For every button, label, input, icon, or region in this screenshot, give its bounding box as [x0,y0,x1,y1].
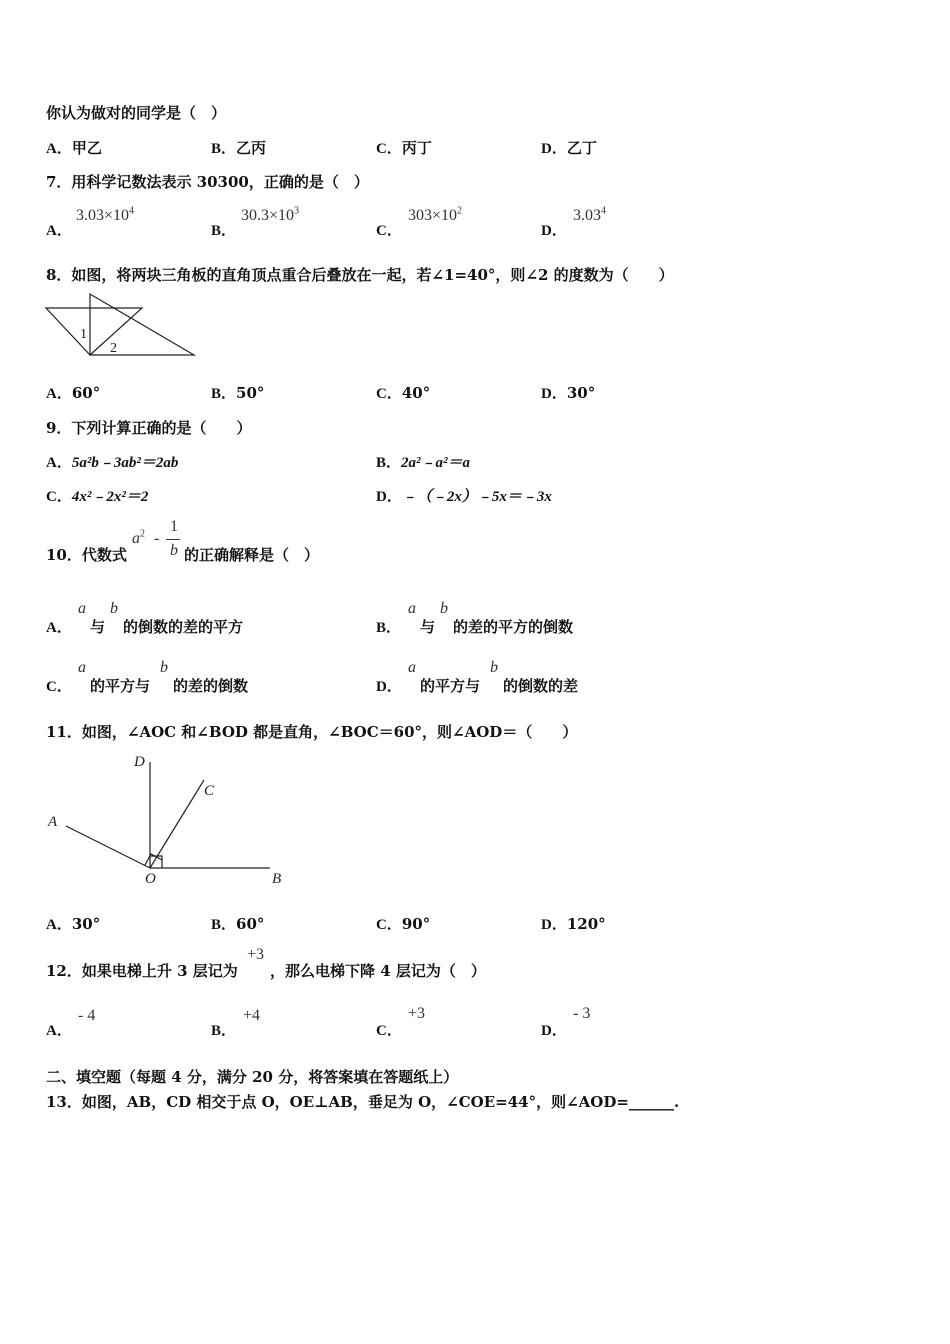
q6-option-c: C．丙丁 [376,139,432,157]
q11-label-c: C [204,783,215,799]
q12-option-a: A． - 4 [46,1007,96,1039]
q10-frac-denominator: b [170,542,178,559]
q10-frac-numerator: 1 [170,518,178,535]
q12-option-b: B． +4 [211,1007,261,1039]
q11-label-b: B [272,871,282,887]
q8-angle-2-label: 2 [110,341,117,356]
q8-option-c: C．40° [376,384,431,402]
q11-option-c: C．90° [376,915,431,933]
q10-stem: 10．代数式 $a^2$ - 1 b 的正确解释是（ ） [46,518,320,564]
q7-option-c: C． $303\times 10^2$ [376,205,463,239]
q12-option-c: C． +3 [376,1005,426,1039]
q6-option-b: B．乙丙 [211,139,267,157]
q11-label-a: A [48,814,58,830]
q10-option-a: A． a 与 b 的倒数的差的平方 [46,600,244,636]
q11-label-d: D [134,754,145,770]
q8-stem: 8．如图，将两块三角板的直角顶点重合后叠放在一起，若∠1=40°，则∠2 的度数为（ ） [46,266,674,284]
q8-triangles-figure [44,294,196,358]
q10-expr-a: $a^2$ [132,528,145,547]
q11-option-d: D．120° [541,915,606,933]
q6-option-a: A．甲乙 [46,139,102,157]
q9-stem: 9．下列计算正确的是（ ） [46,419,252,437]
q9-option-b: B．2a²﹣a²＝a [376,455,471,471]
q10-option-c: C． a 的平方与 b 的差的倒数 [46,659,249,695]
q7-option-a: A． $3.03\times 10^4$ [46,205,135,239]
q12-stem: 12．如果电梯上升 3 层记为 +3 ，那么电梯下降 4 层记为（ ） [46,946,486,980]
q11-angles-figure [44,752,294,887]
q6-option-d: D．乙丁 [541,139,597,157]
q9-option-c: C．4x²﹣2x²＝2 [46,489,149,505]
q10-option-b: B． a 与 b 的差的平方的倒数 [376,600,574,636]
q12-option-d: D． - 3 [541,1005,591,1039]
q10-option-d: D． a 的平方与 b 的倒数的差 [376,659,579,695]
q11-stem: 11．如图，∠AOC 和∠BOD 都是直角，∠BOC＝60°，则∠AOD＝（ ） [46,723,578,741]
q8-option-b: B．50° [211,384,265,402]
q7-option-d: D． 3.03$^4$ [541,205,606,239]
q10-frac-bar [166,539,180,540]
q6-stem: 你认为做对的同学是（ ） [46,104,227,122]
q9-option-d: D．﹣（﹣2x）﹣5x＝﹣3x [376,489,552,505]
q7-option-b: B． $30.3\times 10^3$ [211,205,300,239]
q8-option-d: D．30° [541,384,596,402]
q11-option-b: B．60° [211,915,265,933]
q8-angle-1-label: 1 [80,327,87,342]
section-2-title: 二、填空题（每题 4 分，满分 20 分，将答案填在答题纸上） [46,1068,459,1086]
q12-stem-value: +3 [247,946,265,963]
q13-stem: 13．如图，AB，CD 相交于点 O，OE⊥AB，垂足为 O，∠COE=44°，则∠AOD=______. [46,1093,680,1111]
q9-option-a: A．5a²b﹣3ab²＝2ab [46,455,179,471]
q8-option-a: A．60° [46,384,101,402]
q11-option-a: A．30° [46,915,101,933]
q11-label-o: O [145,871,156,887]
q7-stem: 7．用科学记数法表示 30300，正确的是（ ） [46,173,369,191]
